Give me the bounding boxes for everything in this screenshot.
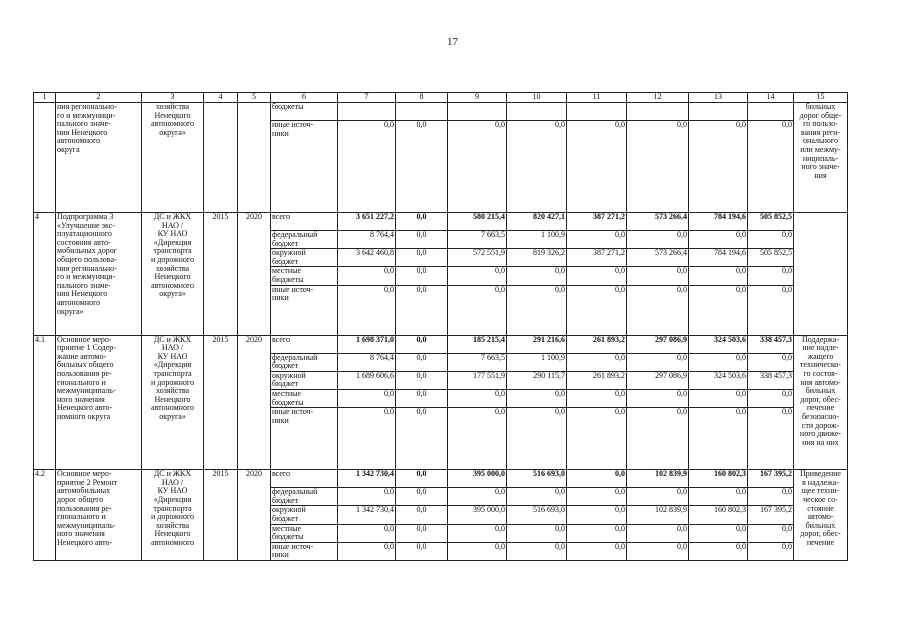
funding-value: 0,0 [507, 285, 567, 335]
expected-result [794, 213, 848, 336]
funding-value: 167 395,2 [748, 506, 794, 524]
funding-value: 0,0 [689, 488, 748, 506]
column-number-header: 15 [794, 93, 848, 103]
funding-value: 0,0 [396, 249, 448, 267]
funding-value: 0,0 [396, 353, 448, 371]
funding-source: бюджеты [271, 103, 338, 121]
program-name: ния регионально- го и межмуници- пального значе- ния Ненецкого автономного округа [56, 103, 142, 213]
funding-value: 0,0 [689, 353, 748, 371]
column-number-header: 3 [142, 93, 204, 103]
funding-value: 0,0 [396, 335, 448, 353]
funding-value: 0,0 [567, 267, 627, 285]
funding-value: 0,0 [748, 121, 794, 213]
funding-value: 516 693,0 [507, 470, 567, 488]
funding-value: 1 689 606,6 [338, 371, 396, 389]
funding-value: 0,0 [567, 470, 627, 488]
funding-value: 784 194,6 [689, 213, 748, 231]
funding-value: 0,0 [448, 542, 507, 560]
funding-value: 0,0 [396, 267, 448, 285]
funding-value: 0,0 [448, 488, 507, 506]
funding-value: 0,0 [748, 267, 794, 285]
funding-value: 0,0 [396, 285, 448, 335]
funding-value: 0,0 [627, 353, 689, 371]
funding-value [627, 103, 689, 121]
funding-value: 0,0 [396, 524, 448, 542]
funding-value: 0,0 [396, 506, 448, 524]
funding-source: всего [271, 335, 338, 353]
item-number: 4.1 [34, 335, 56, 470]
funding-source: иные источ- ники [271, 542, 338, 560]
page-number: 17 [447, 36, 458, 48]
funding-value: 0,0 [396, 371, 448, 389]
funding-value: 0,0 [338, 267, 396, 285]
funding-value: 0,0 [396, 470, 448, 488]
funding-value: 102 839,9 [627, 470, 689, 488]
funding-value: 0,0 [396, 389, 448, 407]
funding-value: 572 551,9 [448, 249, 507, 267]
funding-value: 0,0 [689, 524, 748, 542]
funding-value: 0,0 [338, 542, 396, 560]
funding-value [567, 103, 627, 121]
funding-value: 820 427,1 [507, 213, 567, 231]
funding-value: 0,0 [627, 524, 689, 542]
funding-value: 7 663,5 [448, 231, 507, 249]
funding-source: иные источ- ники [271, 121, 338, 213]
program-name: Основное меро- приятие 1 Содер- жание автомо- бильных общего пользования ре- гионального и межмуниципаль- ного значения Ненецкого авто- номного округа [56, 335, 142, 470]
funding-value: 0,0 [748, 389, 794, 407]
column-number-header: 8 [396, 93, 448, 103]
funding-value: 573 266,4 [627, 213, 689, 231]
column-number-header: 1 [34, 93, 56, 103]
funding-value: 580 215,4 [448, 213, 507, 231]
funding-value: 0,0 [507, 524, 567, 542]
funding-value: 1 342 730,4 [338, 470, 396, 488]
column-number-row [34, 93, 848, 103]
funding-value: 0,0 [338, 121, 396, 213]
funding-value: 0,0 [748, 353, 794, 371]
column-number-header: 11 [567, 93, 627, 103]
funding-value: 0,0 [689, 285, 748, 335]
funding-source: окружной бюджет [271, 506, 338, 524]
funding-value: 338 457,3 [748, 335, 794, 353]
funding-value: 297 086,9 [627, 371, 689, 389]
funding-value: 261 893,2 [567, 371, 627, 389]
funding-value: 3 651 227,2 [338, 213, 396, 231]
funding-value [748, 103, 794, 121]
funding-value: 0,0 [567, 389, 627, 407]
funding-value: 0,0 [448, 121, 507, 213]
funding-value: 0,0 [627, 488, 689, 506]
column-number-header: 14 [748, 93, 794, 103]
funding-source: всего [271, 470, 338, 488]
funding-value: 0,0 [689, 121, 748, 213]
funding-value: 7 663,5 [448, 353, 507, 371]
funding-value: 0,0 [338, 408, 396, 470]
funding-value [448, 103, 507, 121]
funding-value: 0,0 [507, 121, 567, 213]
funding-value: 505 852,5 [748, 249, 794, 267]
column-number-header: 7 [338, 93, 396, 103]
funding-value: 0,0 [627, 121, 689, 213]
funding-value: 0,0 [627, 408, 689, 470]
funding-value: 0,0 [748, 542, 794, 560]
executor: ДС и ЖКХ НАО / КУ НАО «Дирекция транспорта и дорожного хозяйства Ненецкого автономного [142, 470, 204, 561]
funding-value: 0,0 [689, 542, 748, 560]
funding-value: 0,0 [396, 231, 448, 249]
funding-value: 0,0 [567, 524, 627, 542]
funding-value: 0,0 [448, 285, 507, 335]
table-row [34, 470, 848, 488]
funding-value: 0,0 [448, 389, 507, 407]
column-number-header: 12 [627, 93, 689, 103]
funding-value: 0,0 [689, 408, 748, 470]
funding-value [338, 103, 396, 121]
funding-value: 185 215,4 [448, 335, 507, 353]
funding-source: местные бюджеты [271, 267, 338, 285]
end-year: 2020 [238, 213, 271, 336]
program-name: Подпрограмма 3 «Улучшение экс- плуатационного состояния авто- мобильных дорог общего пользова- ния регионально- го и межмуници- пального значе- ния Ненецкого автономного округа» [56, 213, 142, 336]
funding-value: 505 852,5 [748, 213, 794, 231]
funding-value: 0,0 [448, 267, 507, 285]
funding-value: 0,0 [507, 267, 567, 285]
funding-value: 291 216,6 [507, 335, 567, 353]
funding-value: 0,0 [567, 506, 627, 524]
funding-value: 516 693,0 [507, 506, 567, 524]
funding-value: 0,0 [748, 231, 794, 249]
end-year: 2020 [238, 470, 271, 561]
funding-value: 0,0 [338, 488, 396, 506]
funding-value: 819 326,2 [507, 249, 567, 267]
funding-value: 324 503,6 [689, 371, 748, 389]
table-row [34, 103, 848, 121]
end-year [238, 103, 271, 213]
funding-value: 0,0 [748, 488, 794, 506]
expected-result: бильных дорог обще- го пользо- вания реги- онального или межму- ниципаль- ного значе- ния [794, 103, 848, 213]
funding-value: 0,0 [689, 231, 748, 249]
funding-value: 0,0 [396, 408, 448, 470]
funding-value: 784 194,6 [689, 249, 748, 267]
funding-value: 0,0 [338, 524, 396, 542]
table-row [34, 213, 848, 231]
funding-value: 387 271,2 [567, 249, 627, 267]
funding-value: 395 000,0 [448, 506, 507, 524]
funding-value: 0,0 [748, 408, 794, 470]
executor: ДС и ЖКХ НАО / КУ НАО «Дирекция транспорта и дорожного хозяйства Ненецкого автономного округа» [142, 335, 204, 470]
start-year [204, 103, 238, 213]
funding-value: 297 086,9 [627, 335, 689, 353]
funding-source: федеральный бюджет [271, 353, 338, 371]
start-year: 2015 [204, 470, 238, 561]
table-row [34, 335, 848, 353]
funding-value: 8 764,4 [338, 353, 396, 371]
funding-value: 573 266,4 [627, 249, 689, 267]
start-year: 2015 [204, 335, 238, 470]
funding-value [689, 103, 748, 121]
funding-value: 290 115,7 [507, 371, 567, 389]
funding-source: окружной бюджет [271, 249, 338, 267]
funding-source: иные источ- ники [271, 408, 338, 470]
funding-value: 0,0 [396, 213, 448, 231]
funding-value: 0,0 [396, 542, 448, 560]
expected-result: Поддержа- ние надле- жащего техническо- го состоя- ния автомо- бильных дорог, обес- печение безопасно- сти дорож- ного движе- ния на них [794, 335, 848, 470]
funding-value: 0,0 [689, 389, 748, 407]
funding-value: 160 802,3 [689, 470, 748, 488]
column-number-header: 5 [238, 93, 271, 103]
funding-value: 0,0 [567, 488, 627, 506]
funding-value: 338 457,3 [748, 371, 794, 389]
funding-value: 0,0 [338, 389, 396, 407]
funding-value: 0,0 [627, 389, 689, 407]
funding-value: 387 271,2 [567, 213, 627, 231]
funding-value: 1 342 730,4 [338, 506, 396, 524]
column-number-header: 2 [56, 93, 142, 103]
funding-source: окружной бюджет [271, 371, 338, 389]
column-number-header: 13 [689, 93, 748, 103]
funding-value: 324 503,6 [689, 335, 748, 353]
funding-value: 261 893,2 [567, 335, 627, 353]
start-year: 2015 [204, 213, 238, 336]
funding-value: 0,0 [567, 542, 627, 560]
funding-value: 0,0 [567, 285, 627, 335]
executor: ДС и ЖКХ НАО / КУ НАО «Дирекция транспорта и дорожного хозяйства Ненецкого автономного округа» [142, 213, 204, 336]
funding-value: 0,0 [627, 542, 689, 560]
funding-value: 0,0 [627, 267, 689, 285]
funding-value [396, 103, 448, 121]
funding-value: 167 395,2 [748, 470, 794, 488]
funding-value [507, 103, 567, 121]
column-number-header: 9 [448, 93, 507, 103]
expected-result: Приведение в надлежа- щее техни- ческое со- стояние автомо- бильных дорог, обес- печение [794, 470, 848, 561]
funding-value: 0,0 [567, 408, 627, 470]
funding-value: 1 698 371,0 [338, 335, 396, 353]
program-funding-table [33, 92, 848, 561]
funding-value: 0,0 [448, 524, 507, 542]
end-year: 2020 [238, 335, 271, 470]
funding-source: иные источ- ники [271, 285, 338, 335]
funding-value: 395 000,0 [448, 470, 507, 488]
funding-value: 0,0 [507, 542, 567, 560]
funding-value: 0,0 [448, 408, 507, 470]
item-number [34, 103, 56, 213]
funding-value: 0,0 [507, 408, 567, 470]
funding-value: 0,0 [689, 267, 748, 285]
funding-value: 0,0 [338, 285, 396, 335]
funding-source: местные бюджеты [271, 524, 338, 542]
column-number-header: 6 [271, 93, 338, 103]
funding-value: 0,0 [567, 353, 627, 371]
funding-value: 0,0 [507, 488, 567, 506]
funding-value: 1 100,9 [507, 353, 567, 371]
funding-source: федеральный бюджет [271, 231, 338, 249]
funding-value: 177 551,9 [448, 371, 507, 389]
program-name: Основное меро- приятие 2 Ремонт автомобильных дорог общего пользования ре- гионального и межмуниципаль- ного значения Ненецкого авто- [56, 470, 142, 561]
funding-value: 102 839,9 [627, 506, 689, 524]
funding-value: 0,0 [748, 524, 794, 542]
funding-source: всего [271, 213, 338, 231]
column-number-header: 4 [204, 93, 238, 103]
item-number: 4.2 [34, 470, 56, 561]
funding-value: 8 764,4 [338, 231, 396, 249]
funding-source: местные бюджеты [271, 389, 338, 407]
funding-value: 1 100,9 [507, 231, 567, 249]
column-number-header: 10 [507, 93, 567, 103]
funding-value: 0,0 [567, 231, 627, 249]
funding-value: 3 642 460,8 [338, 249, 396, 267]
funding-value: 0,0 [567, 121, 627, 213]
funding-source: федеральный бюджет [271, 488, 338, 506]
funding-value: 0,0 [748, 285, 794, 335]
funding-value: 0,0 [627, 231, 689, 249]
funding-value: 0,0 [627, 285, 689, 335]
funding-value: 0,0 [396, 121, 448, 213]
funding-value: 0,0 [396, 488, 448, 506]
item-number: 4 [34, 213, 56, 336]
executor: хозяйства Ненецкого автономного округа» [142, 103, 204, 213]
funding-value: 160 802,3 [689, 506, 748, 524]
funding-value: 0,0 [507, 389, 567, 407]
